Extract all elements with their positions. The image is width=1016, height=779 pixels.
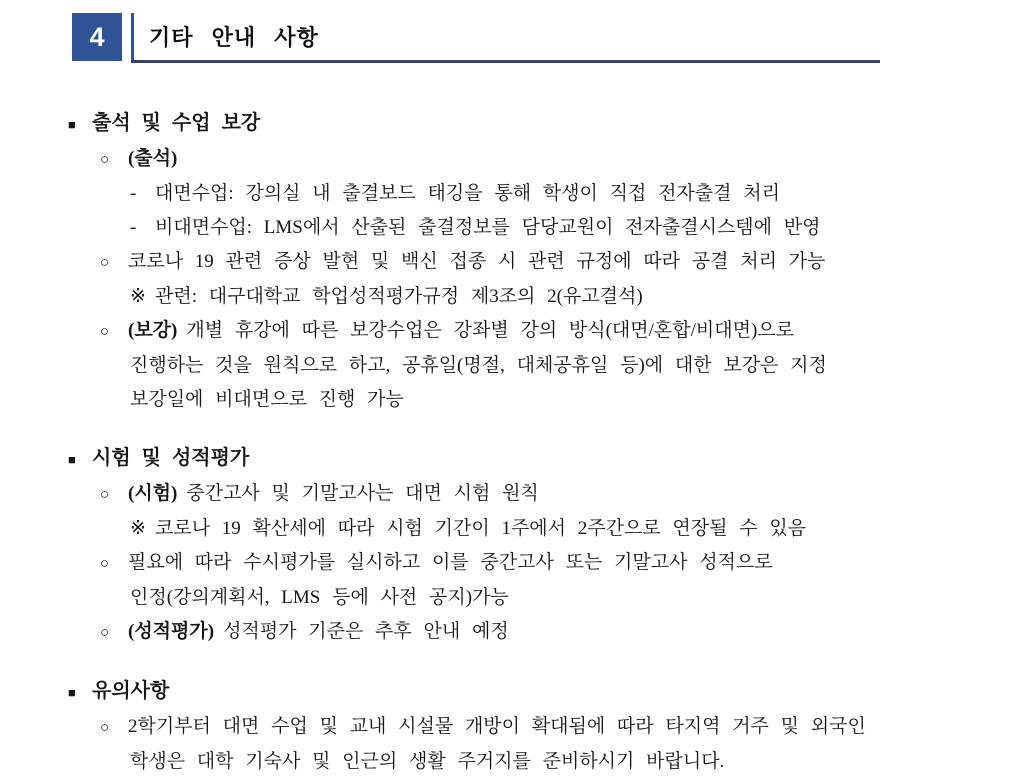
section-heading [68, 441, 986, 477]
section-notes [68, 674, 986, 779]
list-item [68, 280, 986, 314]
circle-bullet-icon: ○ [100, 556, 110, 572]
item-text: 성적평가 기준은 추후 안내 예정 [223, 621, 509, 642]
section-attendance [68, 106, 986, 417]
list-item [68, 512, 986, 546]
dash-bullet-icon: - [130, 183, 137, 204]
document-body [68, 106, 986, 779]
item-text: 대면수업: 강의실 내 출결보드 태깅을 통해 학생이 직접 전자출결 처리 [155, 183, 780, 204]
title-underline [131, 60, 880, 63]
list-item-continuation [68, 349, 986, 383]
circle-bullet-icon: ○ [100, 324, 110, 340]
item-text: 비대면수업: LMS에서 산출된 출결정보를 담당교원이 전자출결시스템에 반영 [155, 217, 821, 238]
title-vertical-bar [131, 13, 134, 62]
list-item-continuation [68, 581, 986, 615]
list-item [68, 314, 986, 349]
circle-bullet-icon: ○ [100, 625, 110, 641]
section-number-box: 4 [72, 13, 122, 61]
square-bullet-icon: ■ [68, 452, 76, 467]
section-heading-label: 출석 및 수업 보강 [92, 112, 261, 134]
item-text: 2학기부터 대면 수업 및 교내 시설물 개방이 확대됨에 따라 타지역 거주 및 외국인 [128, 716, 866, 737]
reference-mark-icon: ※ [130, 518, 146, 539]
section-heading-label: 시험 및 성적평가 [92, 447, 250, 469]
circle-bullet-icon: ○ [100, 487, 110, 503]
section-exams [68, 441, 986, 650]
list-item-continuation [68, 745, 986, 779]
item-bold-prefix: (출석) [128, 148, 178, 169]
item-text: 필요에 따라 수시평가를 실시하고 이를 중간고사 또는 기말고사 성적으로 [128, 552, 773, 573]
circle-bullet-icon: ○ [100, 255, 110, 271]
item-text: 보강일에 비대면으로 진행 가능 [130, 389, 404, 410]
section-heading [68, 106, 986, 142]
page-title: 기타 안내 사항 [149, 25, 319, 50]
square-bullet-icon: ■ [68, 685, 76, 700]
list-item [68, 142, 986, 177]
list-item [68, 177, 986, 211]
list-item [68, 477, 986, 512]
item-text: 학생은 대학 기숙사 및 인근의 생활 주거지를 준비하시기 바랍니다. [130, 751, 725, 772]
list-item [68, 615, 986, 650]
item-text: 관련: 대구대학교 학업성적평가규정 제3조의 2(유고결석) [155, 286, 643, 307]
circle-bullet-icon: ○ [100, 720, 110, 736]
dash-bullet-icon: - [130, 217, 137, 238]
item-text: 진행하는 것을 원칙으로 하고, 공휴일(명절, 대체공휴일 등)에 대한 보강은 지정 [130, 355, 827, 376]
reference-mark-icon: ※ [130, 286, 146, 307]
circle-bullet-icon: ○ [100, 152, 110, 168]
item-text: 중간고사 및 기말고사는 대면 시험 원칙 [186, 483, 539, 504]
item-text: 개별 휴강에 따른 보강수업은 강좌별 강의 방식(대면/혼합/비대면)으로 [186, 320, 795, 341]
item-text: 인정(강의계획서, LMS 등에 사전 공지)가능 [130, 587, 509, 608]
item-bold-prefix: (성적평가) [128, 621, 215, 642]
item-bold-prefix: (보강) [128, 320, 178, 341]
list-item [68, 546, 986, 581]
section-heading-label: 유의사항 [92, 680, 170, 702]
square-bullet-icon: ■ [68, 117, 76, 132]
list-item-continuation [68, 383, 986, 417]
section-heading [68, 674, 986, 710]
item-text: 코로나 19 확산세에 따라 시험 기간이 1주에서 2주간으로 연장될 수 있음 [155, 518, 807, 539]
list-item [68, 245, 986, 280]
list-item [68, 710, 986, 745]
item-bold-prefix: (시험) [128, 483, 178, 504]
list-item [68, 211, 986, 245]
item-text: 코로나 19 관련 증상 발현 및 백신 접종 시 관련 규정에 따라 공결 처리 가능 [128, 251, 826, 272]
